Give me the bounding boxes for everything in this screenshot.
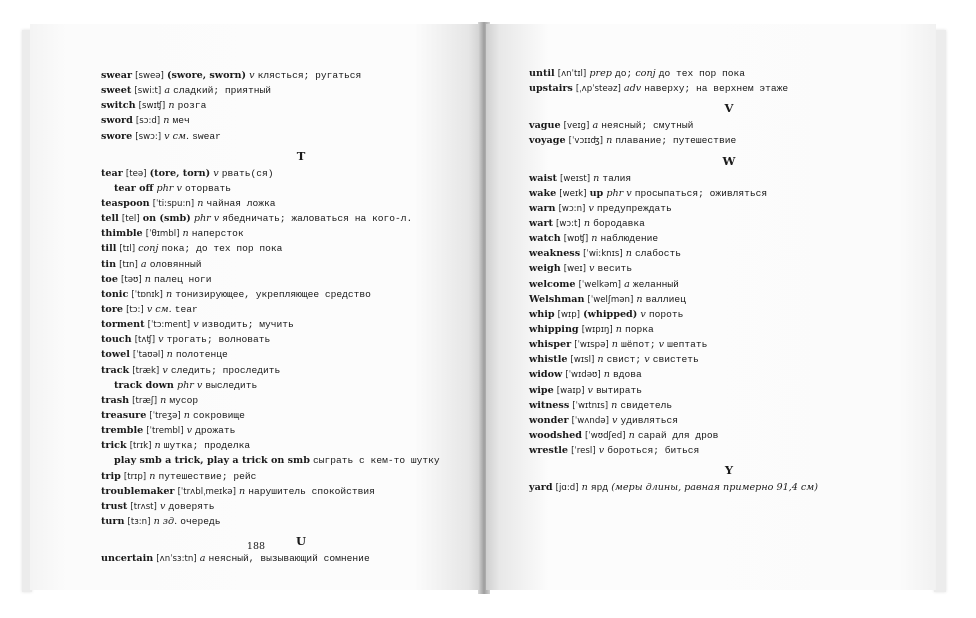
translation: трогать; волновать (166, 334, 271, 346)
transcription: [swɔ:] (135, 131, 162, 142)
transcription: [teə] (125, 168, 147, 179)
dictionary-entry (529, 133, 929, 148)
headword: turn (101, 515, 125, 527)
dictionary-entry (101, 272, 482, 287)
translation: свидетель (620, 399, 673, 411)
part-of-speech: v (159, 500, 166, 512)
dictionary-entry (529, 480, 929, 495)
part-of-speech: v (658, 339, 665, 351)
part-of-speech: n (611, 339, 618, 351)
transcription: [ˈti:spu:n] (152, 198, 195, 209)
transcription: [trʌst] (130, 501, 157, 512)
dictionary-entry (101, 181, 482, 196)
translation: сарай для дров (637, 429, 719, 441)
transcription: [ˈtaʊəl] (132, 350, 164, 361)
dictionary-entry (529, 216, 929, 231)
dictionary-entry (101, 499, 482, 514)
part-of-speech: n (182, 228, 189, 240)
transcription: [tel] (121, 214, 140, 225)
headword: widow (529, 369, 563, 381)
part-of-speech: conj (635, 68, 656, 79)
translation: клясться; ругаться (257, 70, 362, 81)
transcription: [ˈtrʌblˌmeɪkə] (177, 486, 236, 497)
part-of-speech: n (183, 409, 190, 421)
part-of-speech: adv (623, 83, 642, 95)
headword: wrestle (529, 445, 568, 457)
transcription: [tɪn] (119, 259, 138, 270)
word-forms: (whipped) (583, 308, 638, 320)
dictionary-entry (529, 201, 929, 216)
transcription: [ˈθɪmbl] (145, 229, 180, 240)
headword: swore (101, 130, 133, 142)
dictionary-entry (529, 261, 929, 276)
headword: wake (529, 187, 557, 199)
translation: выследить (205, 379, 258, 391)
dictionary-entry (529, 428, 929, 443)
dictionary-entry (101, 196, 482, 211)
translation: следить; проследить (170, 364, 281, 376)
dictionary-entry (529, 352, 929, 367)
dictionary-entry (101, 68, 482, 83)
translation: сыграть с кем-то шутку (312, 455, 440, 467)
part-of-speech: v см. (164, 130, 190, 142)
part-of-speech: v см. (146, 303, 172, 315)
dictionary-entry (101, 302, 482, 317)
headword: track (101, 364, 130, 376)
part-of-speech: phr v (193, 213, 220, 225)
headword: sword (101, 115, 133, 127)
dictionary-entry (101, 287, 482, 302)
part-of-speech: v (640, 308, 646, 320)
headword: track down (114, 379, 174, 391)
transcription: [ˈwelkəm] (578, 279, 621, 290)
headword: whip (529, 308, 555, 320)
headword: whistle (529, 354, 568, 366)
headword: upstairs (529, 83, 573, 95)
translation: шёпот; (621, 339, 656, 351)
part-of-speech: v (612, 414, 618, 426)
transcription: [tɪl] (119, 244, 136, 255)
part-of-speech: v (186, 425, 193, 437)
transcription: [ˈwʌndə] (571, 415, 609, 426)
headword: warn (529, 202, 556, 214)
part-of-speech: n (166, 349, 173, 361)
part-of-speech: prep (589, 68, 612, 79)
dictionary-entry (529, 367, 929, 382)
part-of-speech: n (597, 354, 604, 366)
headword: teaspoon (101, 197, 150, 209)
part-of-speech: conj (138, 243, 159, 255)
translation: дрожать (195, 425, 236, 437)
translation: сокровище (193, 409, 245, 421)
translation: розга (177, 100, 207, 112)
translation: swear (192, 130, 221, 142)
part-of-speech: v (598, 445, 605, 457)
translation: до тех пор пока (658, 68, 746, 79)
translation: чайная ложка (206, 197, 276, 209)
translation: наперсток (191, 228, 244, 240)
headword: touch (101, 334, 132, 346)
dictionary-entry (101, 226, 482, 241)
part-of-speech: n зд. (153, 515, 178, 527)
transcription: [sɔ:d] (135, 116, 161, 127)
part-of-speech: a (164, 85, 171, 97)
dictionary-entry (101, 166, 482, 181)
dictionary-entry (101, 332, 482, 347)
dictionary-entry (101, 438, 482, 453)
headword: tell (101, 213, 119, 225)
translation: неясный; смутный (601, 120, 694, 132)
headword: whipping (529, 323, 579, 335)
part-of-speech: n (611, 399, 618, 411)
dictionary-entry (101, 378, 482, 393)
word-forms: (swore, sworn) (166, 70, 247, 81)
dictionary-entry (101, 241, 482, 256)
headword: witness (529, 399, 570, 411)
translation: свист; (606, 354, 642, 366)
headword: trash (101, 394, 130, 406)
dictionary-entry (101, 469, 482, 484)
headword: weakness (529, 248, 581, 260)
translation: полотенце (175, 349, 228, 361)
transcription: [ˈvɔɪɪʤ] (568, 136, 603, 147)
part-of-speech: v (213, 167, 219, 179)
transcription: [ʌnˈtɪl] (557, 69, 587, 79)
translation: пока; до тех пор пока (161, 243, 283, 255)
part-of-speech: v (644, 354, 650, 366)
right-page (486, 24, 936, 590)
part-of-speech: n (581, 482, 588, 494)
dictionary-entry (101, 347, 482, 362)
dictionary-entry (101, 551, 482, 566)
section-letter: T (296, 148, 306, 163)
part-of-speech: n (163, 115, 170, 127)
transcription: [ˈwi:knɪs] (583, 249, 623, 260)
headword: tremble (101, 425, 144, 437)
usage-note: (меры длины, равная примерно 91,4 см) (611, 482, 818, 494)
translation: вытирать (595, 384, 643, 396)
headword: till (101, 243, 117, 255)
part-of-speech: v (588, 202, 594, 214)
translation: путешествие; рейс (158, 470, 257, 482)
transcription: [trɪk] (129, 441, 152, 452)
dictionary-entry (529, 231, 929, 246)
part-of-speech: phr v (156, 182, 182, 194)
left-page (30, 24, 482, 590)
dictionary-entry (101, 514, 482, 529)
dictionary-entry (529, 413, 929, 428)
translation: талия (602, 172, 632, 184)
headword: voyage (529, 135, 566, 147)
translation: плавание; путешествие (615, 135, 737, 147)
headword: tore (101, 303, 123, 315)
section-letter: V (724, 101, 734, 116)
transcription: [wɪsl] (570, 355, 595, 366)
translation: предупреждать (596, 202, 672, 214)
dictionary-entry (101, 98, 482, 113)
translation: наблюдение (600, 233, 659, 245)
translation: tear (174, 303, 198, 315)
translation: изводить; мучить (201, 319, 294, 331)
headword: welcome (529, 278, 576, 290)
transcription: [tɔ:] (126, 304, 144, 315)
translation: наверху; на верхнем этаже (644, 83, 789, 95)
left-page-entries (101, 68, 482, 566)
headword: swear (101, 70, 133, 81)
transcription: [ˈresl] (571, 446, 596, 457)
dictionary-entry (529, 307, 929, 322)
translation: шептать (667, 339, 708, 351)
dictionary-entry (101, 129, 482, 144)
headword: vague (529, 120, 561, 132)
headword: trip (101, 470, 121, 482)
translation: оторвать (184, 182, 231, 194)
dictionary-entry (101, 423, 482, 438)
dictionary-entry (101, 317, 482, 332)
dictionary-entry (529, 277, 929, 292)
transcription: [træʃ] (132, 395, 158, 406)
transcription: [ˈwʊdʃed] (585, 430, 626, 441)
translation: неясный, вызывающий сомнение (208, 553, 370, 565)
dictionary-entry (101, 113, 482, 128)
translation: очередь (180, 515, 221, 527)
transcription: [wɔ:n] (558, 203, 586, 214)
part-of-speech: v (587, 384, 593, 396)
transcription: [swɪʧ] (138, 101, 166, 112)
part-of-speech: n (603, 369, 610, 381)
headword: Welshman (529, 293, 585, 305)
part-of-speech: n (625, 248, 632, 260)
transcription: [ʌnˈsɜ:tn] (156, 554, 197, 565)
dictionary-entry (529, 186, 929, 201)
part-of-speech: n (615, 323, 622, 335)
translation: рвать(ся) (221, 167, 274, 179)
dictionary-entry (101, 393, 482, 408)
section-letter: W (722, 153, 736, 168)
part-of-speech: n (628, 429, 635, 441)
dictionary-entry (101, 408, 482, 423)
translation: ябедничать; жаловаться на кого-л. (222, 213, 413, 225)
part-of-speech: phr v (176, 379, 203, 391)
transcription: [ˈtɔ:ment] (147, 320, 191, 331)
part-of-speech: n (591, 233, 598, 245)
transcription: [weɪk] (559, 188, 587, 199)
dictionary-entry (529, 322, 929, 337)
headword: toe (101, 273, 118, 285)
translation: до; (614, 68, 633, 79)
part-of-speech: v (158, 334, 164, 346)
word-forms: up (589, 187, 604, 199)
transcription: [wɒʧ] (563, 234, 589, 245)
transcription: [trɪp] (123, 471, 147, 482)
part-of-speech: n (168, 100, 175, 112)
dictionary-entry (101, 83, 482, 98)
part-of-speech: n (593, 172, 600, 184)
transcription: [ˈwɪtnɪs] (572, 400, 609, 411)
part-of-speech: n (149, 470, 156, 482)
transcription: [wɪp] (557, 309, 581, 320)
translation: свистеть (652, 354, 699, 366)
dictionary-entry (101, 453, 482, 468)
page-number: 188 (246, 541, 266, 552)
dictionary-entry (101, 363, 482, 378)
part-of-speech: n (239, 485, 246, 497)
word-forms: (tore, torn) (149, 167, 211, 179)
part-of-speech: n (160, 394, 167, 406)
headword: uncertain (101, 553, 154, 565)
transcription: [tɜ:n] (127, 516, 151, 527)
transcription: [jɑ:d] (555, 483, 579, 494)
dictionary-entry (101, 484, 482, 499)
part-of-speech: phr v (606, 187, 632, 199)
part-of-speech: v (193, 319, 199, 331)
transcription: [ˌʌpˈsteəz] (575, 84, 621, 95)
part-of-speech: a (140, 258, 147, 270)
part-of-speech: a (199, 553, 206, 565)
headword: torment (101, 319, 145, 331)
translation: бородавка (593, 217, 645, 229)
headword: weigh (529, 263, 561, 275)
headword: switch (101, 100, 136, 112)
headword: play smb a trick, play a trick on smb (114, 455, 310, 467)
translation: сладкий; приятный (173, 85, 271, 97)
headword: whisper (529, 339, 572, 351)
headword: wart (529, 217, 553, 229)
part-of-speech: n (636, 293, 643, 305)
transcription: [sweə] (135, 71, 164, 81)
dictionary-entry (101, 257, 482, 272)
headword: tear (101, 167, 123, 179)
part-of-speech: n (165, 288, 173, 300)
headword: woodshed (529, 429, 582, 441)
dictionary-entry (529, 383, 929, 398)
headword: treasure (101, 409, 147, 421)
transcription: [ˈtreʒə] (149, 410, 181, 421)
translation: вдова (613, 369, 642, 381)
right-page-entries (529, 66, 929, 495)
translation: тонизирующее, укрепляющее средство (175, 288, 371, 300)
translation: просыпаться; оживляться (634, 187, 768, 199)
transcription: [ˈwɪdəʊ] (565, 370, 601, 381)
headword: troublemaker (101, 485, 175, 497)
dictionary-entry (529, 398, 929, 413)
transcription: [ˈwɪspə] (574, 340, 609, 351)
transcription: [træk] (132, 365, 160, 376)
dictionary-entry (101, 211, 482, 226)
headword: towel (101, 349, 130, 361)
section-letter: Y (724, 463, 734, 478)
transcription: [təʊ] (121, 274, 142, 285)
part-of-speech: v (162, 364, 168, 376)
translation: пороть (648, 308, 684, 320)
translation: валлиец (645, 293, 686, 305)
transcription: [ˈtrembl] (146, 426, 184, 437)
translation: весить (597, 263, 633, 275)
headword: trust (101, 500, 128, 512)
headword: thimble (101, 228, 143, 240)
dictionary-entry (529, 292, 929, 307)
headword: until (529, 68, 555, 79)
translation: порка (625, 323, 654, 335)
translation: бороться; биться (607, 445, 700, 457)
dictionary-entry (529, 337, 929, 352)
transcription: [weɪ] (563, 264, 586, 275)
translation: слабость (634, 248, 682, 260)
translation: нарушитель спокойствия (248, 485, 375, 497)
part-of-speech: n (154, 440, 161, 452)
transcription: [weɪst] (560, 173, 591, 184)
section-letter: U (295, 534, 307, 549)
part-of-speech: v (249, 70, 255, 81)
transcription: [wɔ:t] (556, 218, 581, 229)
transcription: [swi:t] (134, 86, 162, 97)
word-forms: on (smb) (142, 213, 191, 225)
part-of-speech: n (144, 273, 151, 285)
translation: меч (172, 115, 190, 127)
headword: trick (101, 440, 127, 452)
dictionary-entry (529, 246, 929, 261)
part-of-speech: n (583, 217, 591, 229)
translation: шутка; проделка (163, 440, 251, 452)
headword: tin (101, 258, 117, 270)
transcription: [veɪg] (563, 121, 590, 132)
transcription: [waɪp] (556, 385, 585, 396)
transcription: [ˈtɒnɪk] (131, 289, 163, 300)
transcription: [ˈwelʃmən] (587, 294, 634, 305)
transcription: [wɪpɪŋ] (581, 324, 613, 335)
part-of-speech: v (589, 263, 595, 275)
headword: yard (529, 482, 553, 494)
dictionary-entry (529, 81, 929, 96)
translation: удивляться (620, 414, 679, 426)
part-of-speech: a (624, 278, 630, 290)
translation: доверять (168, 500, 215, 512)
headword: wipe (529, 384, 554, 396)
part-of-speech: n (197, 197, 204, 209)
headword: sweet (101, 85, 132, 97)
headword: tear off (114, 182, 154, 194)
dictionary-entry (529, 443, 929, 458)
headword: watch (529, 233, 561, 245)
part-of-speech: n (606, 135, 613, 147)
translation: палец ноги (153, 273, 212, 285)
part-of-speech: a (592, 120, 599, 132)
dictionary-entry (529, 66, 929, 81)
dictionary-entry (529, 171, 929, 186)
headword: tonic (101, 288, 129, 300)
translation: оловянный (149, 258, 202, 270)
dictionary-entry (529, 118, 929, 133)
translation: желанный (632, 278, 679, 290)
transcription: [tʌʧ] (134, 335, 156, 346)
headword: wonder (529, 414, 569, 426)
translation: ярд (590, 482, 609, 494)
translation: мусор (169, 394, 199, 406)
headword: waist (529, 172, 557, 184)
